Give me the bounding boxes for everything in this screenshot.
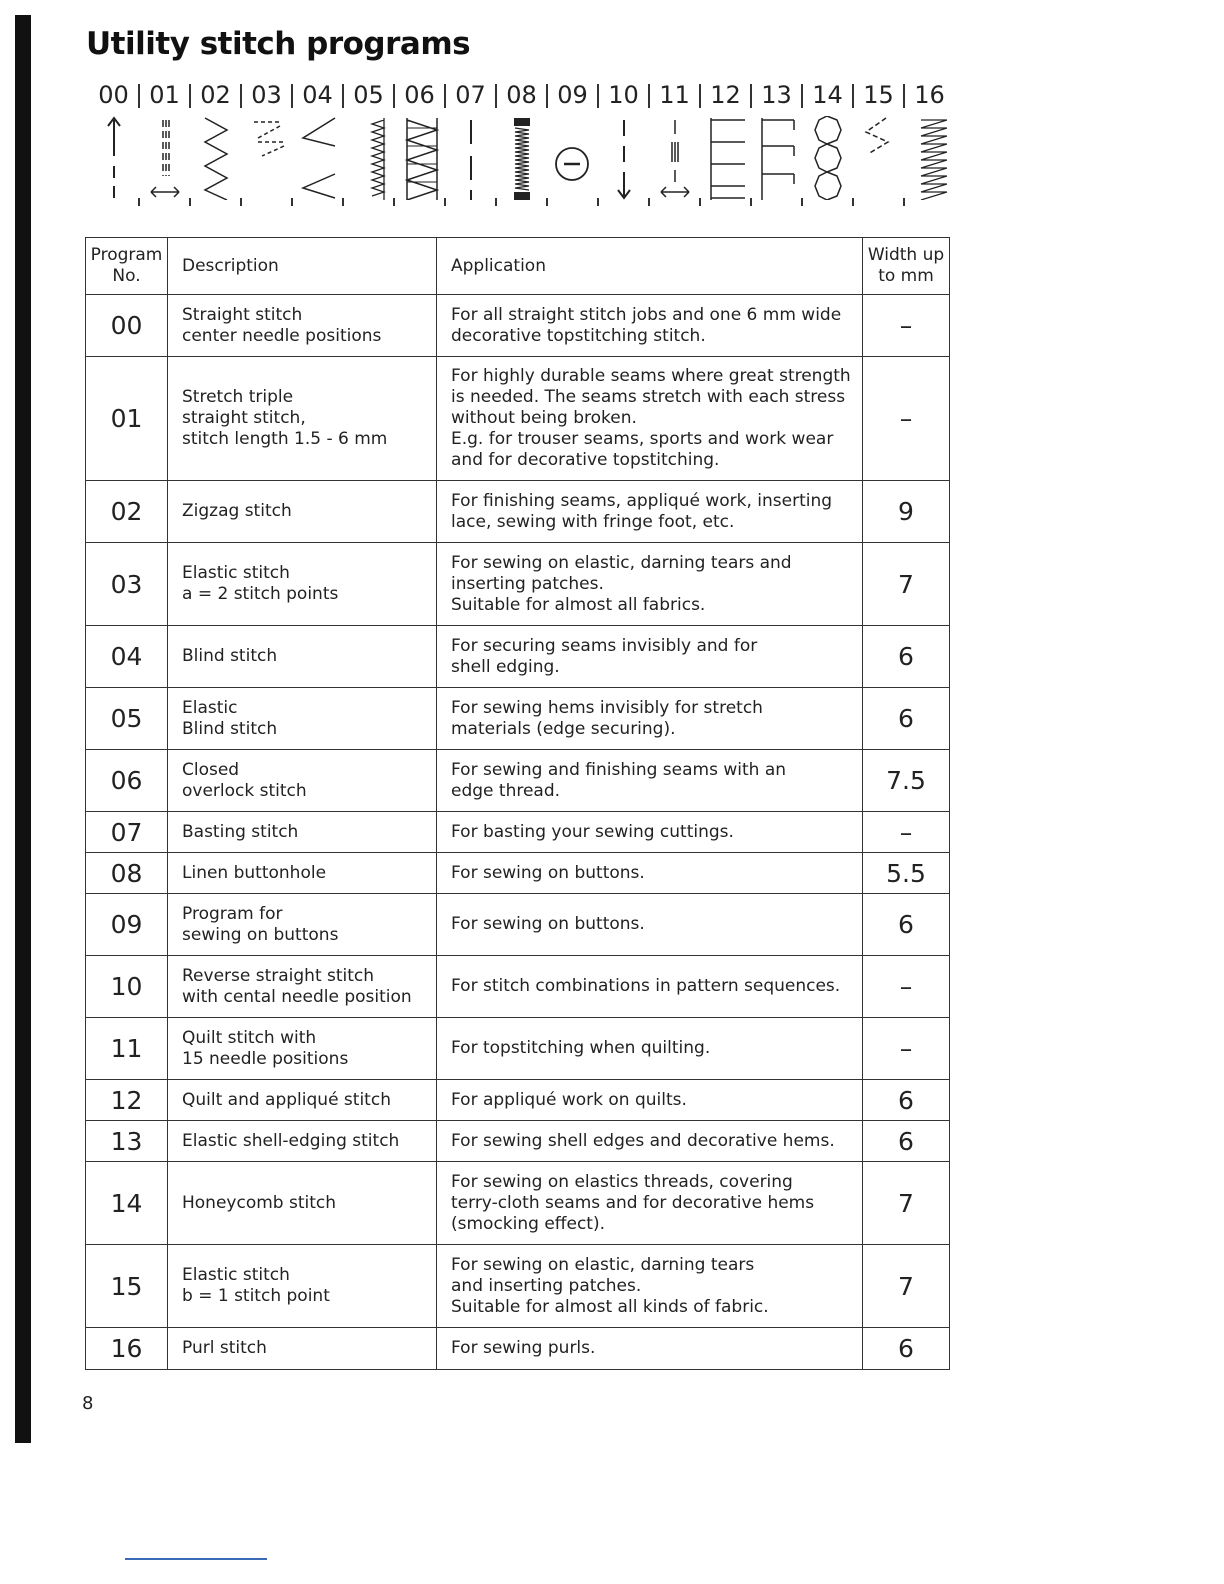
application-line: For sewing shell edges and decorative hems.: [451, 1130, 835, 1151]
description-line: straight stitch,: [182, 408, 306, 428]
application-line: terry-cloth seams and for decorative hems: [451, 1192, 815, 1213]
table-row: [86, 1162, 950, 1245]
description-line: Linen buttonhole: [182, 862, 327, 883]
description-line: center needle positions: [182, 325, 382, 346]
header-width: [863, 238, 950, 295]
application-line: For highly durable seams where great strength: [451, 366, 851, 386]
application-line: For sewing on elastic, darning tears: [451, 1254, 755, 1275]
strip-separator: [648, 84, 650, 108]
description-line: Honeycomb stitch: [182, 1192, 337, 1213]
purl-stitch-icon: [907, 116, 953, 200]
stitch-cell-15: [853, 80, 904, 206]
stitch-number: 03: [251, 81, 282, 109]
program-width: 6: [863, 894, 950, 956]
description-line: Basting stitch: [182, 821, 299, 842]
program-number: 08: [86, 853, 168, 894]
table-row: [86, 750, 950, 812]
program-width: 6: [863, 626, 950, 688]
elastic-blind-stitch-icon: [346, 116, 392, 200]
application-line: For finishing seams, appliqué work, inserting: [451, 490, 833, 511]
table-row: [86, 688, 950, 750]
table-row: [86, 853, 950, 894]
applique-stitch-icon: [703, 116, 749, 200]
header-width-line2: to mm: [878, 266, 934, 286]
application-line: inserting patches.: [451, 573, 604, 594]
application-line: Suitable for almost all fabrics.: [451, 594, 706, 615]
program-application: [437, 1080, 863, 1121]
program-application: [437, 295, 863, 357]
application-line: and inserting patches.: [451, 1275, 642, 1296]
stitch-number: 13: [761, 81, 792, 109]
program-description: [168, 750, 437, 812]
program-application: [437, 894, 863, 956]
strip-separator: [852, 84, 854, 108]
description-line: Quilt stitch with: [182, 1027, 317, 1048]
program-description: [168, 1018, 437, 1080]
strip-separator: [393, 198, 395, 206]
strip-separator: [393, 84, 395, 108]
button-sew-icon: [550, 116, 596, 200]
stitch-number: 15: [863, 81, 894, 109]
program-number: 09: [86, 894, 168, 956]
application-line: materials (edge securing).: [451, 718, 676, 739]
description-line: Straight stitch: [182, 304, 303, 325]
stitch-number: 09: [557, 81, 588, 109]
program-width: 9: [863, 481, 950, 543]
table-row: [86, 1245, 950, 1328]
program-description: [168, 1162, 437, 1245]
program-application: [437, 481, 863, 543]
application-line: For all straight stitch jobs and one 6 mm wide: [451, 304, 842, 325]
program-width: 6: [863, 688, 950, 750]
honeycomb-stitch-icon: [805, 116, 851, 200]
strip-separator: [291, 84, 293, 108]
table-row: [86, 812, 950, 853]
program-description: [168, 626, 437, 688]
header-application: Application: [437, 238, 863, 295]
blind-stitch-icon: [295, 116, 341, 200]
description-line: Blind stitch: [182, 718, 278, 739]
description-line: Stretch triple: [182, 387, 294, 407]
stitch-cell-08: [496, 80, 547, 206]
program-width: 6: [863, 1080, 950, 1121]
application-line: For topstitching when quilting.: [451, 1038, 711, 1058]
strip-separator: [903, 84, 905, 108]
description-line: Elastic stitch: [182, 563, 290, 583]
stitch-cell-02: [190, 80, 241, 206]
application-line: edge thread.: [451, 780, 561, 801]
description-line: Quilt and appliqué stitch: [182, 1089, 391, 1110]
stitch-number: 16: [914, 81, 945, 109]
program-width: 6: [863, 1121, 950, 1162]
stitch-cell-14: [802, 80, 853, 206]
program-application: [437, 853, 863, 894]
strip-separator: [648, 198, 650, 206]
program-application: [437, 1121, 863, 1162]
application-line: E.g. for trouser seams, sports and work wear: [451, 429, 834, 449]
elastic-stitch-b-icon: [856, 116, 902, 200]
table-row: [86, 956, 950, 1018]
program-number: 11: [86, 1018, 168, 1080]
program-number: 06: [86, 750, 168, 812]
program-application: [437, 750, 863, 812]
strip-separator: [903, 198, 905, 206]
application-line: lace, sewing with fringe foot, etc.: [451, 511, 735, 532]
application-line: For basting your sewing cuttings.: [451, 821, 734, 842]
strip-separator: [852, 198, 854, 206]
table-row: [86, 1121, 950, 1162]
program-application: [437, 626, 863, 688]
program-width: 6: [863, 1328, 950, 1370]
program-description: [168, 1080, 437, 1121]
program-width: –: [863, 956, 950, 1018]
program-number: 15: [86, 1245, 168, 1328]
application-line: For sewing on buttons.: [451, 862, 645, 883]
strip-separator: [699, 198, 701, 206]
buttonhole-icon: [499, 116, 545, 200]
strip-separator: [138, 198, 140, 206]
program-description: [168, 295, 437, 357]
program-width: –: [863, 357, 950, 481]
strip-separator: [495, 198, 497, 206]
strip-separator: [444, 84, 446, 108]
page-edge-bar: [15, 15, 31, 1443]
strip-separator: [240, 198, 242, 206]
description-line: overlock stitch: [182, 780, 307, 801]
basting-stitch-icon: [448, 116, 494, 200]
strip-separator: [189, 84, 191, 108]
application-line: For stitch combinations in pattern sequences.: [451, 976, 841, 996]
description-line: Blind stitch: [182, 646, 278, 666]
stitch-cell-05: [343, 80, 394, 206]
stitch-cell-00: [88, 80, 139, 206]
strip-separator: [801, 84, 803, 108]
application-line: shell edging.: [451, 656, 560, 677]
program-width: 7: [863, 1162, 950, 1245]
table-row: [86, 894, 950, 956]
stitch-cell-07: [445, 80, 496, 206]
stitch-cell-12: [700, 80, 751, 206]
program-description: [168, 894, 437, 956]
application-line: and for decorative topstitching.: [451, 450, 720, 470]
stitch-cell-13: [751, 80, 802, 206]
shell-edging-icon: [754, 116, 800, 200]
application-line: is needed. The seams stretch with each stress: [451, 387, 846, 407]
table-header-row: [86, 238, 950, 295]
strip-separator: [291, 198, 293, 206]
stitch-cell-03: [241, 80, 292, 206]
program-number: 05: [86, 688, 168, 750]
strip-separator: [342, 198, 344, 206]
stitch-number: 00: [98, 81, 129, 109]
application-line: For sewing and finishing seams with an: [451, 759, 787, 780]
strip-separator: [189, 198, 191, 206]
table-row: [86, 1080, 950, 1121]
program-number: 01: [86, 357, 168, 481]
description-line: Program for: [182, 903, 283, 924]
program-application: [437, 688, 863, 750]
stitch-cell-11: [649, 80, 700, 206]
table-row: [86, 626, 950, 688]
program-number: 10: [86, 956, 168, 1018]
strip-separator: [801, 198, 803, 206]
application-line: (smocking effect).: [451, 1213, 606, 1234]
description-line: Closed: [182, 759, 240, 780]
program-number: 16: [86, 1328, 168, 1370]
application-line: Suitable for almost all kinds of fabric.: [451, 1296, 769, 1317]
reverse-straight-icon: [601, 116, 647, 200]
strip-separator: [444, 198, 446, 206]
page-number: 8: [82, 1393, 94, 1414]
strip-separator: [546, 84, 548, 108]
program-width: 7: [863, 1245, 950, 1328]
program-width: 5.5: [863, 853, 950, 894]
stitch-number: 05: [353, 81, 384, 109]
utility-programs-table: [85, 237, 950, 1370]
strip-separator: [750, 84, 752, 108]
description-line: 15 needle positions: [182, 1048, 349, 1069]
program-number: 13: [86, 1121, 168, 1162]
application-line: For sewing on elastic, darning tears and: [451, 552, 792, 573]
description-line: a = 2 stitch points: [182, 584, 339, 604]
stitch-symbol-strip: [88, 80, 952, 210]
stitch-number: 12: [710, 81, 741, 109]
program-number: 04: [86, 626, 168, 688]
program-application: [437, 1245, 863, 1328]
program-application: [437, 543, 863, 626]
quilt-stitch-icon: [652, 116, 698, 200]
program-width: –: [863, 295, 950, 357]
strip-separator: [750, 198, 752, 206]
application-line: For sewing on elastics threads, covering: [451, 1171, 793, 1192]
program-application: [437, 1162, 863, 1245]
table-row: [86, 1018, 950, 1080]
program-description: [168, 543, 437, 626]
stitch-number: 02: [200, 81, 231, 109]
description-line: b = 1 stitch point: [182, 1286, 330, 1306]
triple-straight-icon: [142, 116, 188, 200]
program-description: [168, 357, 437, 481]
description-line: stitch length 1.5 - 6 mm: [182, 429, 388, 449]
description-line: Purl stitch: [182, 1338, 267, 1358]
overlock-stitch-icon: [397, 116, 443, 200]
program-description: [168, 688, 437, 750]
strip-separator: [495, 84, 497, 108]
header-program-no: [86, 238, 168, 295]
description-line: Elastic stitch: [182, 1265, 290, 1285]
program-description: [168, 1245, 437, 1328]
description-line: Zigzag stitch: [182, 501, 292, 521]
application-line: decorative topstitching stitch.: [451, 325, 706, 346]
table-row: [86, 1328, 950, 1370]
program-width: 7.5: [863, 750, 950, 812]
stitch-number: 06: [404, 81, 435, 109]
stitch-number: 10: [608, 81, 639, 109]
application-line: without being broken.: [451, 408, 637, 428]
table-row: [86, 357, 950, 481]
header-program-line1: Program: [90, 245, 163, 265]
application-line: For sewing on buttons.: [451, 914, 645, 934]
program-width: –: [863, 1018, 950, 1080]
description-line: Reverse straight stitch: [182, 965, 375, 986]
program-number: 14: [86, 1162, 168, 1245]
program-width: –: [863, 812, 950, 853]
program-number: 03: [86, 543, 168, 626]
stitch-cell-16: [904, 80, 955, 206]
stitch-number: 04: [302, 81, 333, 109]
table-row: [86, 481, 950, 543]
description-line: with cental needle position: [182, 986, 412, 1007]
program-description: [168, 812, 437, 853]
program-description: [168, 1328, 437, 1370]
program-application: [437, 357, 863, 481]
program-description: [168, 481, 437, 543]
program-description: [168, 956, 437, 1018]
page-title: Utility stitch programs: [86, 26, 471, 62]
stitch-cell-01: [139, 80, 190, 206]
header-program-line2: No.: [112, 266, 141, 286]
stitch-number: 08: [506, 81, 537, 109]
elastic-stitch-icon: [244, 116, 290, 200]
stitch-cell-09: [547, 80, 598, 206]
stitch-number: 11: [659, 81, 690, 109]
strip-separator: [546, 198, 548, 206]
program-application: [437, 1328, 863, 1370]
description-line: Elastic shell-edging stitch: [182, 1130, 400, 1151]
header-description: Description: [168, 238, 437, 295]
application-line: For sewing hems invisibly for stretch: [451, 697, 763, 718]
straight-stitch-icon: [91, 116, 137, 200]
stitch-number: 07: [455, 81, 486, 109]
application-line: For securing seams invisibly and for: [451, 635, 758, 656]
description-line: sewing on buttons: [182, 924, 339, 945]
program-description: [168, 1121, 437, 1162]
strip-separator: [699, 84, 701, 108]
stitch-cell-06: [394, 80, 445, 206]
application-line: For appliqué work on quilts.: [451, 1089, 687, 1110]
footer-rule: [125, 1558, 267, 1560]
program-number: 12: [86, 1080, 168, 1121]
program-number: 07: [86, 812, 168, 853]
header-width-line1: Width up: [867, 245, 945, 265]
stitch-number: 14: [812, 81, 843, 109]
strip-separator: [597, 198, 599, 206]
table-row: [86, 543, 950, 626]
strip-separator: [240, 84, 242, 108]
program-description: [168, 853, 437, 894]
stitch-cell-10: [598, 80, 649, 206]
program-application: [437, 1018, 863, 1080]
description-line: Elastic: [182, 697, 238, 718]
zigzag-icon: [193, 116, 239, 200]
application-line: For sewing purls.: [451, 1338, 596, 1358]
strip-separator: [342, 84, 344, 108]
table-row: [86, 295, 950, 357]
program-application: [437, 812, 863, 853]
program-application: [437, 956, 863, 1018]
strip-separator: [138, 84, 140, 108]
strip-separator: [597, 84, 599, 108]
program-width: 7: [863, 543, 950, 626]
program-number: 02: [86, 481, 168, 543]
stitch-cell-04: [292, 80, 343, 206]
program-number: 00: [86, 295, 168, 357]
stitch-number: 01: [149, 81, 180, 109]
